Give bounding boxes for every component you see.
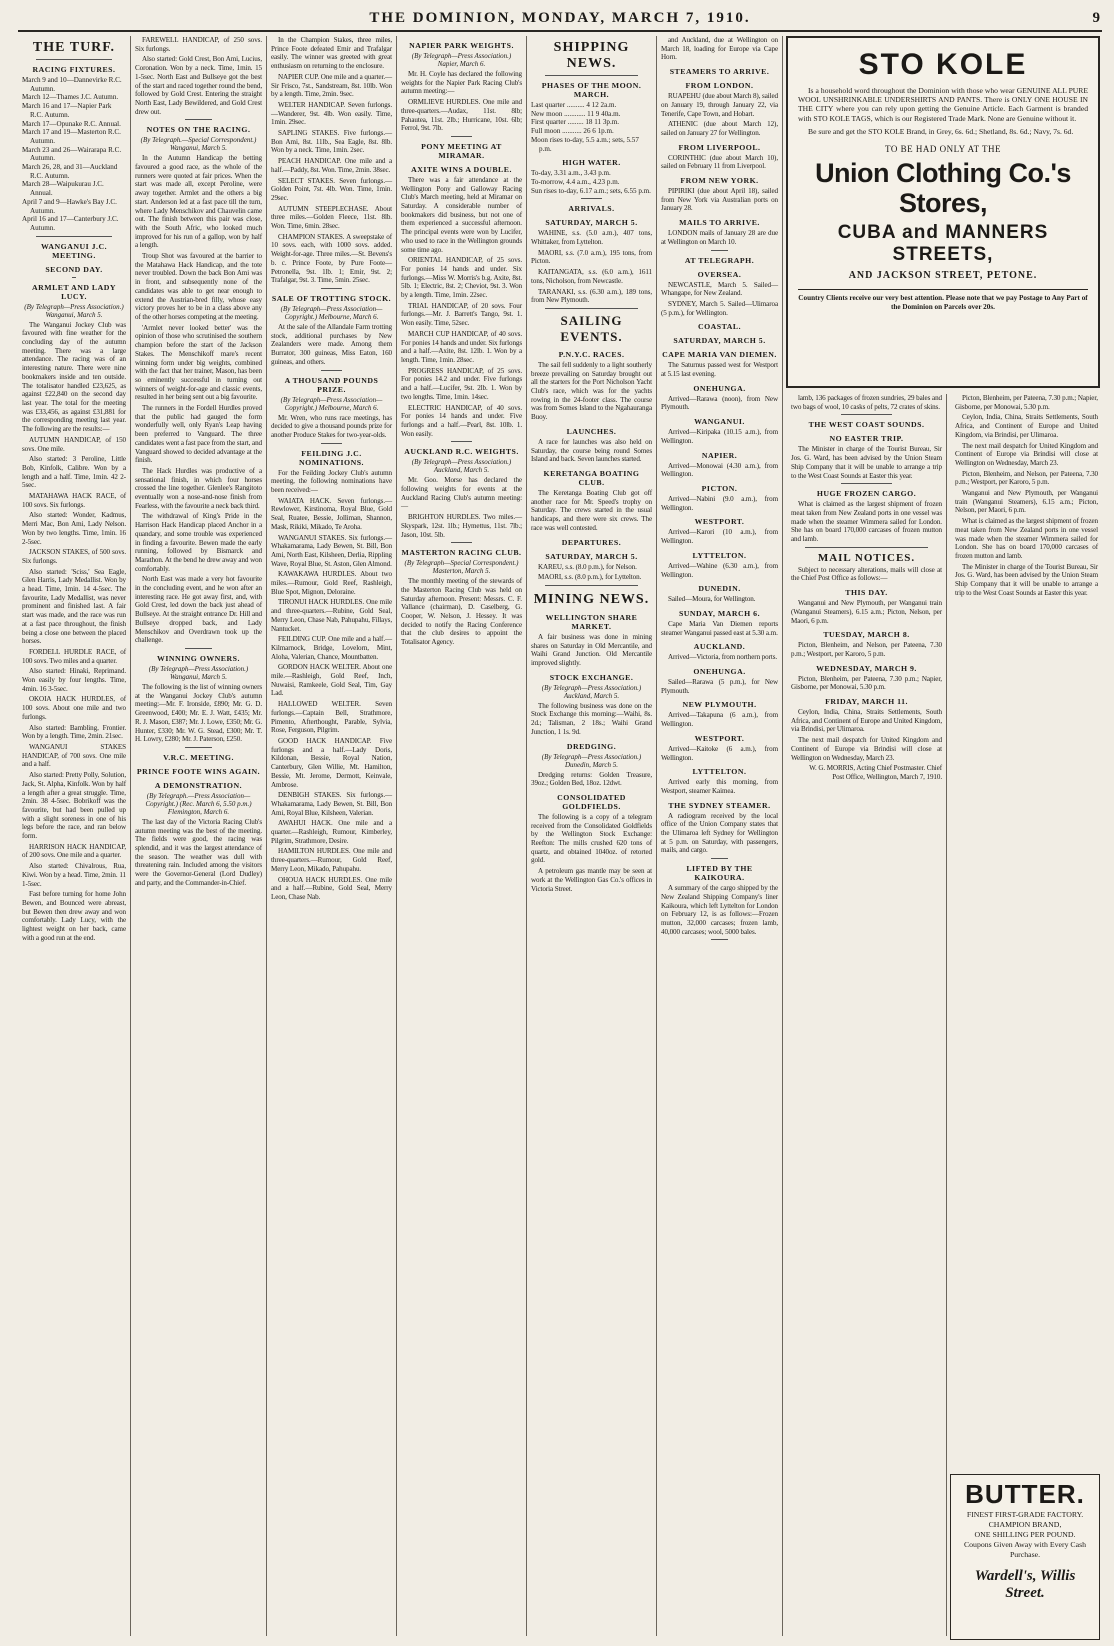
ad-store-streets: CUBA and MANNERS STREETS, xyxy=(837,222,1049,266)
article-paragraph: FORDELL HURDLE RACE, of 100 sovs. Two miles and a quarter. xyxy=(22,647,126,665)
sub-heading: NAPIER. xyxy=(701,450,738,460)
article-paragraph: RUAPEHU (due about March 8), sailed on January 19, through January 22, via Tenerife, Cape Town, and Hobart. xyxy=(661,92,778,118)
sub-heading: CAPE MARIA VAN DIEMEN. xyxy=(662,350,777,360)
section-heading: SHIPPING NEWS. xyxy=(553,40,630,71)
sub-heading: ONEHUNGA. xyxy=(693,667,746,677)
article-paragraph: Sailed—Rarawa (5 p.m.), for New Plymouth. xyxy=(661,678,778,695)
article-paragraph: Dredging returns: Golden Treasure, 39oz.; Golden Bed, 18oz. 12dwt. xyxy=(531,770,652,788)
article-paragraph: Also started: Bambling, Frontier. Won by a length. Time, 2min. 21sec. xyxy=(22,723,126,741)
sub-heading: STEAMERS TO ARRIVE. xyxy=(669,67,770,77)
fixture-item: March 26, 28, and 31—Auckland R.C. Autumn. xyxy=(22,163,118,180)
butter-ad-line: CHAMPION BRAND, xyxy=(988,1520,1062,1529)
article-paragraph: TIRONUI HACK HURDLES. One mile and three-quarters.—Rubine, Gold Seal, Merry Leon, Chase Nab, Pahupahu, Fillays, Nantucket. xyxy=(271,598,392,633)
article-paragraph: KAWAKAWA HURDLES. About two miles.—Rumour, Gold Reef, Rashleigh, Blue Spot, Mignon, Deloraine. xyxy=(271,570,392,596)
credit-line: (By Telegraph—Press Association.) Auckland, March 5. xyxy=(541,683,642,700)
sub-heading: WANGANUI J.C. MEETING. xyxy=(40,241,108,260)
sub-heading: MAILS TO ARRIVE. xyxy=(679,218,760,228)
article-paragraph: Sailed—Moura, for Wellington. xyxy=(668,595,756,604)
high-water-row: Sun rises to-day, 6.17 a.m.; sets, 6.55 p.m. xyxy=(531,186,651,195)
sub-heading: THIS DAY. xyxy=(845,588,888,598)
credit-line: (By Telegraph—Press Association.) Wanganui, March 5. xyxy=(148,665,249,681)
divider xyxy=(185,747,212,748)
article-paragraph: BRIGHTON HURDLES. Two miles.—Skyspark, 12st. 1lb.; Hymettus, 11st. 7lb.; Jason, 10st. 5lb. xyxy=(401,513,522,539)
sub-heading: FROM LIVERPOOL. xyxy=(678,142,761,152)
article-paragraph: Arrived—Nabini (9.0 a.m.), from Wellington. xyxy=(661,494,778,512)
article-paragraph: FAREWELL HANDICAP, of 250 sovs. Six furlongs. xyxy=(135,36,262,53)
credit-line: (By Telegraph.—Special Correspondent.) Wanganui, March 5. xyxy=(140,136,257,153)
column-racing-notes xyxy=(131,36,266,1636)
article-paragraph: The withdrawal of King's Pride in the Harrison Hack Handicap placed Anchor in a quandary, and some trouble was experienced in finding a favourite. Bewen made the early running, followed by Bismarck and Marathon. At the bend he drew away and won comfortably. xyxy=(135,512,262,573)
sub-heading: HIGH WATER. xyxy=(562,158,621,168)
article-paragraph: Arrived—Kiripaka (10.15 a.m.), from Wellington. xyxy=(661,428,778,445)
article-paragraph: WANGANUI STAKES. Six furlongs.—Whakamarama, Lady Bewen, St. Bill, Bon Ami, North East, Kilsheen, Derlia, Rippling Wave, Royal Blue, St. Aston, Glen Almond. xyxy=(271,533,392,568)
article-paragraph: A radiogram received by the local office of the Union Company states that the Ulimaroa left Sydney for Wellington at 5 p.m. on Saturday, with passengers, mails, and cargo. xyxy=(661,811,778,855)
sub-heading: A THOUSAND POUNDS PRIZE. xyxy=(284,375,379,394)
article-paragraph: The Minister in charge of the Tourist Bureau, Sir Jos. G. Ward, has been advised by the Union Steam Ship Company that it will be unable to arrange a trip to the West Coast Sounds at Easter this year. xyxy=(791,445,942,480)
sub-heading: AUCKLAND. xyxy=(693,642,746,652)
article-paragraph: The next mail despatch for United Kingdom and Continent of Europe via Brindisi will close at Wellington on Wednesday, March 23. xyxy=(791,736,942,762)
article-paragraph: MAORI, s.s. (7.0 a.m.), 195 tons, from Picton. xyxy=(531,248,652,266)
article-paragraph: A race for launches was also held on Saturday, the course being round Somes Island and back. Seven launches started. xyxy=(531,437,652,464)
credit-line: (By Telegraph—Press Association—Copyright.) Melbourne, March 6. xyxy=(280,304,383,321)
divider xyxy=(545,308,638,309)
column-divider xyxy=(946,394,947,1636)
high-water-row: To-day, 3.31 a.m., 3.43 p.m. xyxy=(531,169,611,178)
fixture-item: March 17 and 19—Masterton R.C. Autumn. xyxy=(22,128,121,145)
sub-heading: SUNDAY, MARCH 6. xyxy=(678,608,761,618)
divider xyxy=(451,136,472,137)
article-paragraph: Arrived—Takapuna (6 a.m.), from Wellington. xyxy=(661,711,778,729)
article-paragraph: North East was made a very hot favourite in the concluding event, and he won after an interesting race. He got away first, and, with Gold Crest, led down the back just ahead of Bullseye. At the straight entrance Dr. Hill and Bullseye dropped back, and Lady Menschikov and Overdrawn took up the challenge. xyxy=(135,575,262,645)
article-paragraph: AWAHUI HACK. One mile and a quarter.—Rashleigh, Rumour, Kimberley, Pilgrim, Strathmore, Desire. xyxy=(271,819,392,845)
sub-heading: WEDNESDAY, MARCH 9. xyxy=(816,663,917,673)
article-paragraph: There was a fair attendance at the Wellington Pony and Galloway Racing Club's March meeting, held at Miramar on Saturday. A considerable number of bookmakers did business, but not one of them experienced a successful afternoon. The principal events were won by Lucifer, who used to race in the Wellington grounds some time ago. xyxy=(401,175,522,254)
article-paragraph: NEWCASTLE, March 5. Sailed—Whangape, for New Zealand. xyxy=(661,280,778,298)
column-mail-notices-continued xyxy=(951,394,1102,1470)
article-paragraph: and Auckland, due at Wellington on March 18, loading for Europe via Cape Horn. xyxy=(661,36,778,62)
fixture-item: March 17—Opunake R.C. Annual. xyxy=(22,119,121,128)
fixture-item: March 23 and 26—Wairarapa R.C. Autumn. xyxy=(22,145,122,163)
divider xyxy=(711,858,728,859)
article-paragraph: The Minister in charge of the Tourist Bureau, Sir Jos. G. Ward, has been advised by the Union Steam Ship Company that it will be unable to arrange a trip to the West Coast Sounds at Easter this year. xyxy=(955,562,1098,597)
article-paragraph: In the Champion Stakes, three miles, Prince Foote defeated Emir and Trafalgar easily. The winner was greeted with great enthusiasm on returning to the enclosure. xyxy=(271,36,392,71)
article-paragraph: Mr. Wren, who runs race meetings, has decided to give a thousand pounds prize for another Produce Stakes for two-year-olds. xyxy=(271,413,392,439)
sub-heading: LYTTELTON. xyxy=(692,550,747,560)
article-paragraph: The sail fell suddenly to a light southerly breeze prevailing on Saturday brought out all the starters for the Port Nicholson Yacht Club's race, which was for the yachts rowing in the 24-footer class. The course was from Somes Island to the Ngahauranga Buoy. xyxy=(531,360,652,422)
article-paragraph: TARANAKI, s.s. (6.30 a.m.), 189 tons, from New Plymouth. xyxy=(531,287,652,305)
article-paragraph: What is claimed as the largest shipment of frozen meat taken from New Zealand ports in one vessel was made when the steamer Wimmera sailed for London. She has on board 170,000 carcases of frozen mutton and lamb. xyxy=(955,517,1098,560)
article-paragraph: WELTER HANDICAP. Seven furlongs.—Wanderer, 9st. 4lb. Won easily. Time, 1min. 29sec. xyxy=(271,100,392,127)
article-paragraph: Picton, Blenheim, and Nelson, per Pateena, 7.30 p.m.; Westport, per Karoro, 5 p.m. xyxy=(791,641,942,658)
column-steamer-movements xyxy=(657,36,782,1636)
credit-line: (By Telegraph—Press Association.) Wanganui, March 5. xyxy=(24,302,124,319)
article-paragraph: Arrived—Monowai (4.30 a.m.), from Wellington. xyxy=(661,461,778,479)
article-paragraph: HARRISON HACK HANDICAP, of 200 sovs. One mile and a quarter. xyxy=(22,842,126,860)
article-paragraph: OKOIA HACK HURDLES, of 100 sovs. About one mile and two furlongs. xyxy=(22,695,126,721)
sub-heading: LAUNCHES. xyxy=(566,426,617,436)
credit-line: (By Telegraph—Press Association.) Dunedin, March 5. xyxy=(541,752,642,769)
article-paragraph: Picton, Blenheim, per Pateena, 7.30 p.m.; Napier, Gisborne, per Monowai, 5.30 p.m. xyxy=(955,394,1098,411)
sub-heading: WESTPORT. xyxy=(694,733,745,743)
divider xyxy=(711,939,728,940)
article-paragraph: Arrived—Kaitoke (6 a.m.), from Wellington. xyxy=(661,744,778,762)
sub-heading: SALE OF TROTTING STOCK. xyxy=(271,293,392,303)
article-paragraph: SYDNEY, March 5. Sailed—Ulimaroa (5 p.m.), for Wellington. xyxy=(661,299,778,317)
article-paragraph: Arrived—Karori (10 a.m.), from Wellington. xyxy=(661,528,778,546)
divider xyxy=(451,542,472,543)
article-paragraph: A petroleum gas mantle may be seen at work at the Wellington Gas Co.'s offices in Victoria Street. xyxy=(531,867,652,893)
article-paragraph: Picton, Blenheim, per Pateena, 7.30 p.m.; Napier, Gisborne, per Monowai, 5.30 p.m. xyxy=(791,674,942,692)
sub-heading: WANGANUI. xyxy=(694,417,745,427)
article-paragraph: Wanganui and New Plymouth, per Wanganui train (Wanganui Steamers), 6.15 a.m.; Picton, Nelson, per Maori, 6 p.m. xyxy=(791,599,942,625)
divider xyxy=(321,370,342,371)
newspaper-title: THE DOMINION, MONDAY, MARCH 7, 1910. xyxy=(369,10,751,26)
column-divider xyxy=(782,36,783,1636)
article-paragraph: OHOUA HACK HURDLES. One mile and a half.—Rubine, Gold Seal, Merry Leon, Chase Nab. xyxy=(271,875,392,901)
moon-phase-row: Moon rises to-day, 5.5 a.m.; sets, 5.57 p.m. xyxy=(531,135,639,153)
article-paragraph: Troup Shot was favoured at the barrier to the Matahawa Hack Handicap, and the tote never troubled. Down the back Bon Ami was in front, and subsequently none of the candidates was able to get near enough to extend the Austrian-bred filly, whose easy victory proves her to be in a class above any of the other horses competing at the meeting. xyxy=(135,252,262,321)
article-paragraph: NAPIER CUP. One mile and a quarter.—Sir Frisco, 7st., Sandstream, 8st. 10lb. Won by a length. Time, 2min. 9sec. xyxy=(271,72,392,99)
section-heading: MAIL NOTICES. xyxy=(817,551,916,564)
article-paragraph: Fast before turning for home John Bewen, and Bounced were abreast, but Bewen then drew away and won comfortably. Lady Lucy, with the lightest weight on her back, came with a good run at the end. xyxy=(22,890,126,942)
sub-heading: OVERSEA. xyxy=(697,269,742,279)
ad-body-text: Is a household word throughout the Dominion with those who wear GENUINE ALL PURE WOOL UNSHRINKABLE UNDERSHIRTS AND PANTS. There is ONLY ONE HOUSE IN THE CITY where you can rely upon getting the Genuine Article. Each Garment is branded with STO KOLE TAGS, which is our Registered Trade Mark. None are Genuine without it. xyxy=(798,86,1088,123)
article-paragraph: PROGRESS HANDICAP, of 25 sovs. For ponies 14.2 and under. Five furlongs and a half.—Lucifer, 9st. 2lb. 1. Won by two lengths. Time, 1min. 14sec. xyxy=(401,366,522,401)
fixture-item: April 7 and 9—Hawke's Bay J.C. Autumn. xyxy=(22,197,117,215)
sub-heading: LYTTELTON. xyxy=(692,767,747,777)
article-paragraph: ORMLIEVE HURDLES. One mile and three-quarters.—Audax, 11st. 8lb; Pahautea, 11st. 2lb.; Hurricane, 10st. 6lb; Ferrol, 9st. 7lb. xyxy=(401,98,522,133)
credit-line: (By Telegraph—Press Association.) Auckland, March 5. xyxy=(411,458,512,475)
fixture-item: March 9 and 10—Dannevirke R.C. Autumn. xyxy=(22,76,122,93)
article-paragraph: WANGANUI STAKES HANDICAP, of 700 sovs. One mile and a half. xyxy=(22,743,126,769)
article-paragraph: CORINTHIC (due about March 10), sailed on February 11 from Liverpool. xyxy=(661,153,778,171)
sub-heading: ARMLET AND LADY LUCY. xyxy=(31,282,117,301)
divider xyxy=(451,441,472,442)
sub-heading: HUGE FROZEN CARGO. xyxy=(816,489,917,499)
article-paragraph: Arrived early this morning, from Westport, steamer Kaimea. xyxy=(661,778,778,795)
article-paragraph: Mr. Goo. Morse has declared the following weights for events at the Auckland Racing Club's autumn meeting:— xyxy=(401,476,522,511)
divider xyxy=(581,198,602,199)
sub-heading: V.R.C. MEETING. xyxy=(163,752,234,762)
sub-heading: SECOND DAY. xyxy=(45,264,103,274)
sub-heading: ARRIVALS. xyxy=(568,204,615,214)
article-paragraph: Also started: Gold Crest, Bon Ami, Lucius, Coronation. Won by a neck. Time, 1min. 15 1-5sec. North East and Bullseye got the best of the start and raced together round the bend, followed by Gold Crest. Entering the straight North East, Lady Bewildered, and Gold Crest drew out. xyxy=(135,55,262,116)
article-paragraph: The following is the list of winning owners at the Wanganui Jockey Club's autumn meeting:—Mr. F. Ironside, £890; Mr. G. D. Greenwood, £400; Mr. E. J. Watt, £435; Mr. R. J. Mason, £387; Mr. J. Lowe, £350; Mr. G. Hunter, £330; Mr. W. G. Stead, £300; Mr. T. H. Lowry, £280; Mr. J. Paterson, £250. xyxy=(135,683,262,744)
article-paragraph: SELECT STAKES. Seven furlongs.—Golden Point, 7st. 4lb. Won. Time, 1min. 29sec. xyxy=(271,176,392,202)
butter-ad-shop: Wardell's, Willis Street. xyxy=(974,1568,1076,1601)
moon-phase-row: Full moon ........... 26 6 1p.m. xyxy=(531,127,614,136)
article-paragraph: What is claimed as the largest shipment of frozen meat taken from New Zealand ports in one vessel was made when the steamer Wimmera sailed for London. She has on board 170,000 carcases of frozen mutton and lamb. xyxy=(791,500,942,544)
article-paragraph: Wanganui and New Plymouth, per Wanganui train (Wanganui Steamers), 6.15 a.m.; Picton, Nelson, per Maori, 6 p.m. xyxy=(955,489,1098,515)
sub-heading: MASTERTON RACING CLUB. xyxy=(401,548,522,558)
article-paragraph: PIPIRIKI (due about April 18), sailed from New York via Australian ports on January 28. xyxy=(661,187,778,213)
article-paragraph: lamb, 136 packages of frozen sundries, 29 bales and two bags of wool, 10 casks of pelts, 72 crates of skins. xyxy=(791,394,942,411)
article-paragraph: The runners in the Fordell Hurdles proved that the public had gauged the form wonderfully well, only Ryan's Leap having been preferred to Vanguard. The three candidates went a fast pace from the start, and Vanguard showed to decided advantage at the finish. xyxy=(135,404,262,465)
article-paragraph: LONDON mails of January 28 are due at Wellington on March 10. xyxy=(661,229,778,246)
article-paragraph: WAHINE, s.s. (5.0 a.m.), 407 tons, Whittaker, from Lyttelton. xyxy=(531,229,652,247)
divider xyxy=(36,236,112,237)
section-heading: THE TURF. xyxy=(32,40,116,55)
article-paragraph: FEILDING CUP. One mile and a half.—Kilmarnock, Bridge, Lovelorn, Mint, Aloha, Valerian, Chance, Mountbatten. xyxy=(271,635,392,661)
sub-heading: FEILDING J.C. NOMINATIONS. xyxy=(299,448,364,467)
article-paragraph: In the Autumn Handicap the betting favoured a good race, as the whole of the runners were quoted at fair prices. When the start was made all, except Peroline, were away together. Armlet and the others a big start. Anderson led at a fast pace till the turn, where Lady Menschikov and Chauvelin came out. The finish between this pair was close, with the South Afric, who looked much improved for his run of a gallop, won by half a length. xyxy=(135,154,262,250)
fixture-item: March 16 and 17—Napier Park R.C. Autumn. xyxy=(22,102,112,119)
article-paragraph: Also started: Pretty Polly, Solution, Jack, St. Alpha, Kinfolk. Won by half a length after a great struggle. Time, 2min. 38 4-5sec. Bobrikoff was the favourite, but had been pulled up with a slight soreness in one of his legs before the race, and ran below form. xyxy=(22,771,126,841)
sub-heading: PICTON. xyxy=(701,483,738,493)
sub-heading: PHASES OF THE MOON. MARCH. xyxy=(541,81,642,99)
sub-heading: THE WEST COAST SOUNDS. xyxy=(808,420,925,430)
sub-heading: CONSOLIDATED GOLDFIELDS. xyxy=(557,792,626,811)
sub-heading: KERETANGA BOATING CLUB. xyxy=(543,468,640,487)
sub-heading: STOCK EXCHANGE. xyxy=(549,672,634,682)
article-paragraph: Also started: 3 Peroline, Little Bob, Kinfolk, Calibre. Won by a length and a half. Time, 1min. 42 2-5sec. xyxy=(22,455,126,490)
butter-advertisement xyxy=(950,1474,1100,1640)
sub-heading: PONY MEETING AT MIRAMAR. xyxy=(421,141,502,160)
moon-phase-row: New moon ............ 11 9 40a.m. xyxy=(531,109,621,118)
article-paragraph: The Keretanga Boating Club got off another race for Mr. Speed's trophy on Saturday. The crews started in the usual handicaps, and there were six crews. The race was well contested. xyxy=(531,488,652,532)
article-paragraph: A fair business was done in mining shares on Saturday in Old Mercantile, and Waihi Grand Junction. Old Mercantile improved slightly. xyxy=(531,632,652,668)
credit-line: (By Telegraph—Special Correspondent.) Masterton, March 5. xyxy=(404,559,519,576)
sub-heading: AT TELEGRAPH. xyxy=(684,255,755,265)
article-paragraph: 'Armlet never looked better' was the opinion of those who scrutinised the southern champion before the start of the Jackson Stakes. The Menschikoff mare's recent winning form under big weights, combined with the fact that her trainer, Mason, has been so eminently successful in turning out winners of weight-for-age and classic events, resulted in her being sent out a big favourite. xyxy=(135,323,262,402)
sub-heading: NOTES ON THE RACING. xyxy=(146,125,251,135)
fixture-item: March 12—Thames J.C. Autumn. xyxy=(22,93,119,102)
sub-heading: WINNING OWNERS. xyxy=(157,654,240,663)
divider xyxy=(545,585,638,586)
article-paragraph: JACKSON STAKES, of 500 sovs. Six furlongs. xyxy=(22,548,126,565)
column-mail-notices xyxy=(787,394,946,1636)
sub-heading: COASTAL. xyxy=(697,322,742,332)
article-paragraph: ATHENIC (due about March 12), sailed on January 27 for Wellington. xyxy=(661,120,778,137)
column-racing-results xyxy=(267,36,396,1636)
column-shipping-news xyxy=(527,36,656,1636)
article-paragraph: Arrived—Rarawa (noon), from New Plymouth. xyxy=(661,394,778,412)
article-paragraph: HAMILTON HURDLES. One mile and three-quarters.—Rumour, Gold Reef, Merry Leon, Mikado, Pahupahu. xyxy=(271,847,392,873)
butter-ad-line: Coupons Given Away with Every Cash Purchase. xyxy=(963,1540,1087,1559)
sub-heading: DREDGING. xyxy=(566,741,617,751)
article-paragraph: The Wanganui Jockey Club was favoured with fine weather for the concluding day of the autumn meeting. There was a large attendance. The racing was of an interesting nature. There were nine bookmakers inside and ten outside. The totalisator handled £23,625, as against £22,840 on the second day last year. The total for the meeting was £33,456, as against £31,881 for the corresponding meeting last year. The following are the results:— xyxy=(22,320,126,434)
sub-heading: FRIDAY, MARCH 11. xyxy=(825,697,908,707)
column-turf xyxy=(18,36,130,1636)
article-paragraph: A summary of the cargo shipped by the New Zealand Shipping Company's liner Kaikoura, which left Lyttelton for London on February 12, is as follows:—Frozen mutton, 32,000 carcases; frozen lamb, 40,000 carcases; wool, 5000 bales. xyxy=(661,884,778,936)
sub-heading: AUCKLAND R.C. WEIGHTS. xyxy=(404,447,519,457)
divider xyxy=(841,483,892,484)
ad-brand-title: STO KOLE xyxy=(858,48,1028,81)
article-paragraph: Also started: 'Sciss,' Sea Eagle, Glen Harris, Lady Medallist. Won by a head. Time, 1min. 14 4-5sec. The favourite, Lady Medallist, was never prominent and finished last. A fair start was made, and the race was run at a fast pace throughout, the finish being a close one between the placed horses. xyxy=(22,567,126,646)
sub-heading: THE SYDNEY STEAMER. xyxy=(668,800,771,810)
article-paragraph: KAREU, s.s. (8.0 p.m.), for Nelson. xyxy=(538,562,637,571)
article-paragraph: CHAMPION STAKES. A sweepstake of 10 sovs. each, with 1000 sovs. added. Weight-for-age. Three miles.—St. Bevens's b. c. Prince Foote, by Pure Foote—Petronella, 9st. 1lb. 1; Emir, 9st. 2; Trafalgar, 9st. 3. Time, 5min. 25sec. xyxy=(271,232,392,285)
moon-phase-row: Last quarter .......... 4 12 2a.m. xyxy=(531,101,617,109)
sub-heading: NEW PLYMOUTH. xyxy=(682,700,757,710)
article-paragraph: ORIENTAL HANDICAP, of 25 sovs. For ponies 14 hands and under. Six furlongs.—Miss W. Morris's b.g. Axite, 8st. 5lb. 1; Electric, 8st. 2; Cheviot, 9st. 3. Won by a length. Time, 1min. 22sec. xyxy=(401,256,522,300)
article-paragraph: Ceylon, India, China, Straits Settlements, South Africa, and Continent of Europe and United Kingdom, via Brindisi, per Ulimaroa. xyxy=(955,413,1098,439)
divider xyxy=(711,250,728,251)
ad-store-name: Union Clothing Co.'s Stores, xyxy=(815,158,1071,219)
ad-footnote: Country Clients receive our very best attention. Please note that we pay Postage to Any Part of the Dominion on Parcels over 20s. xyxy=(798,289,1088,312)
sub-heading: P.N.Y.C. RACES. xyxy=(558,349,625,359)
fixture-item: April 16 and 17—Canterbury J.C. Autumn. xyxy=(22,215,119,232)
divider xyxy=(545,75,638,76)
credit-line: (By Telegraph—Press Association.) Napier, March 6. xyxy=(411,52,512,68)
sub-heading: AXITE WINS A DOUBLE. xyxy=(411,164,512,174)
sub-heading: LIFTED BY THE KAIKOURA. xyxy=(686,864,753,883)
article-paragraph: The following business was done on the Stock Exchange this morning:—Waihi, 8s. 2d.; Talisman, 2 18s.; Waihi Grand Junction, 1 1s. 9d. xyxy=(531,701,652,736)
article-signature: W. G. MORRIS, Acting Chief Postmaster. Chief Post Office, Wellington, March 7, 1910. xyxy=(809,764,942,781)
butter-ad-line: ONE SHILLING PER POUND. xyxy=(974,1530,1076,1539)
sub-heading: SATURDAY, MARCH 5. xyxy=(545,218,638,228)
article-paragraph: PEACH HANDICAP. One mile and a half.—Paddy, 8st. Won. Time, 2min. 38sec. xyxy=(271,157,392,174)
sub-heading: NAPIER PARK WEIGHTS. xyxy=(409,41,514,50)
sub-heading: WESTPORT. xyxy=(694,517,745,527)
credit-line: (By Telegraph.—Press Association—Copyright.) (Rec. March 6, 5.50 p.m.) Flemington, March 6. xyxy=(145,791,252,816)
divider xyxy=(185,119,212,120)
article-paragraph: The last day of the Victoria Racing Club's autumn meeting was the best of the meeting. The fields were good, the racing was splendid, and it was the largest attendance of the season. The weather was dull with threatening rain. Included among the visitors were the Governor-General (Lord Dudley) and party, and the Commander-in-Chief. xyxy=(135,817,262,887)
article-paragraph: For the Feilding Jockey Club's autumn meeting, the following nominations have been received:— xyxy=(271,468,392,495)
sub-heading: TUESDAY, MARCH 8. xyxy=(823,630,910,640)
divider xyxy=(36,59,112,60)
article-paragraph: Picton, Blenheim, and Nelson, per Pateena, 7.30 p.m.; Westport, per Karoro, 5 p.m. xyxy=(955,469,1098,487)
fixture-item: March 28—Waipukurau J.C. Annual. xyxy=(22,180,104,198)
article-paragraph: The next mail despatch for United Kingdom and Continent of Europe via Brindisi will close at Wellington on Wednesday, March 23. xyxy=(955,441,1098,467)
sub-heading: SATURDAY, MARCH 5. xyxy=(545,551,638,561)
ad-store-branch: AND JACKSON STREET, PETONE. xyxy=(848,270,1038,282)
article-paragraph: The monthly meeting of the stewards of the Masterton Racing Club was held on Saturday afternoon. Present: Messrs. C. F. Vallance (chairman), D. Caselberg, G. Cooper, W. Nelson, J. Hessey. It was decided to notify the Racing Conference that the club desires to appoint the Totalisator Agency. xyxy=(401,577,522,647)
sub-heading: FROM NEW YORK. xyxy=(680,176,759,186)
article-paragraph: Also started: Chivalrous, Rua, Kiwi. Won by a head. Time, 2min. 11 1-5sec. xyxy=(22,862,126,888)
article-paragraph: GOOD HACK HANDICAP. Five furlongs and a half.—Lady Doris, Kildonan, Bessie, Royal Nation, Canterbury, Glen Willie, Mt. Hamilton, Bessie, Mt. Jerome, Dermott, Keinvale, Ambrose. xyxy=(271,737,392,789)
high-water-row: To-morrow, 4.4 a.m., 4.23 p.m. xyxy=(531,177,620,186)
ad-body-text: Be sure and get the STO KOLE Brand, in Grey, 6s. 6d.; Shetland, 8s. 6d.; Navy, 7s. 6d. xyxy=(808,126,1074,136)
sub-heading: DEPARTURES. xyxy=(561,537,622,547)
sub-heading: RACING FIXTURES. xyxy=(32,65,116,74)
sub-heading: A DEMONSTRATION. xyxy=(154,780,243,790)
article-paragraph: AUTUMN HANDICAP, of 150 sovs. One mile. xyxy=(22,435,126,453)
article-paragraph: TRIAL HANDICAP, of 20 sovs. Four furlongs.—Mr. J. Barrett's Tango, 9st. 1. Won easily. Time, 52sec. xyxy=(401,301,522,328)
article-paragraph: KAITANGATA, s.s. (6.0 a.m.), 1611 tons, Nicholson, from Newcastle. xyxy=(531,268,652,285)
article-paragraph: The following is a copy of a telegram received from the Consolidated Goldfields by the Wellington Stock Exchange: Reefton: The mills crushed 620 tons of quartz, and obtained 1040oz. of retorted gold. xyxy=(531,812,652,865)
article-paragraph: The Saturnus passed west for Westport at 5.15 last evening. xyxy=(661,361,778,379)
sub-heading: WELLINGTON SHARE MARKET. xyxy=(545,612,638,631)
sub-heading: DUNEDIN. xyxy=(698,584,741,594)
article-paragraph: WAIATA HACK. Seven furlongs.—Rewlower, Kirstinoma, Royal Blue, Gold Seal, Ruatee, Bessie, Jolliman, Shannon, Mask, Rikiki, Mikado, Te Aroha. xyxy=(271,496,392,531)
article-paragraph: Also started: Wonder, Kadmus, Merri Mac, Bon Ami, Lady Nelson. Won by two lengths. Time, 1min. 16 2-5sec. xyxy=(22,511,126,546)
article-paragraph: The Hack Hurdles was productive of a sensational finish, in which four horses crossed the line together. Glenlee's Rangitoto eventually won a nose-and-nose finish from Fearless, with the favourite a neck back third. xyxy=(135,466,262,510)
divider xyxy=(841,414,892,415)
moon-phase-row: First quarter ......... 18 11 3p.m. xyxy=(531,118,620,127)
article-paragraph: MATAHAWA HACK RACE, of 100 sovs. Six furlongs. xyxy=(22,492,126,509)
article-paragraph: Also started: Hinaki, Reprimand. Won easily by four lengths. Time, 4min. 16 3-5sec. xyxy=(22,667,126,693)
sub-heading: FROM LONDON. xyxy=(685,81,754,91)
divider xyxy=(321,288,342,289)
article-paragraph: Arrived—Wahine (6.30 a.m.), from Wellington. xyxy=(661,561,778,579)
divider xyxy=(72,277,76,278)
divider xyxy=(805,547,928,548)
article-paragraph: ELECTRIC HANDICAP, of 40 sovs. For ponies 14 hands and under. Five furlongs and a half.—Pearl, 8st. 10lb. 1. Won easily. xyxy=(401,403,522,438)
ad-subheading: TO BE HAD ONLY AT THE xyxy=(884,144,1002,155)
sto-kole-advertisement xyxy=(786,36,1100,388)
article-paragraph: Ceylon, India, China, Straits Settlements, South Africa, and Continent of Europe and United Kingdom, via Brindisi, per Ulimaroa. xyxy=(791,708,942,734)
article-paragraph: AUTUMN STEEPLECHASE. About three miles.—Golden Fleece, 11st. 8lb. Won. Time, 6min. 28sec. xyxy=(271,204,392,231)
sub-heading: ONEHUNGA. xyxy=(693,383,746,393)
divider xyxy=(321,443,342,444)
section-heading: MINING NEWS. xyxy=(533,591,650,607)
article-paragraph: MARCH CUP HANDICAP, of 40 sovs. For ponies 14 hands and under. Six furlongs and a half.—Axite, 8st. 12lb. 1. Won by a length. Time, 1min. 28sec. xyxy=(401,329,523,364)
column-pony-meeting xyxy=(397,36,526,1636)
sub-heading: NO EASTER TRIP. xyxy=(829,434,904,444)
section-heading: SAILING EVENTS. xyxy=(560,312,623,344)
article-paragraph: Mr. H. Coyle has declared the following weights for the Napier Park Racing Club's autumn meeting:— xyxy=(401,70,522,96)
article-paragraph: MAORI, s.s. (8.0 p.m.), for Lyttelton. xyxy=(538,573,642,582)
article-paragraph: DENBIGH STAKES. Six furlongs.—Whakamarama, Lady Bewen, St. Bill, Bon Ami, Royal Blue, Kilsheen, Valerian. xyxy=(271,791,392,817)
article-paragraph: Subject to necessary alterations, mails will close at the Chief Post Office as follows:— xyxy=(791,565,942,583)
masthead xyxy=(18,8,1102,32)
article-paragraph: Arrived—Victoria, from northern ports. xyxy=(668,653,778,662)
credit-line: (By Telegraph—Press Association—Copyright.) Melbourne, March 6. xyxy=(280,395,383,412)
sub-heading: PRINCE FOOTE WINS AGAIN. xyxy=(136,766,261,776)
butter-ad-title: BUTTER. xyxy=(965,1479,1085,1509)
article-paragraph: Cape Maria Van Diemen reports steamer Wanganui passed east at 5.30 a.m. xyxy=(661,619,778,637)
article-paragraph: GORDON HACK WELTER. About one mile.—Rashleigh, Gold Reef, Inch, Nuwaisi, Ramkeele, Gold Seal, Tim, Gay Lad. xyxy=(271,663,392,698)
article-paragraph: SAPLING STAKES. Five furlongs.—Bon Ami, 8st. 11lb., Sea Eagle, 8st. 8lb. Won by a neck. Time, 1min. 2sec. xyxy=(271,129,392,155)
article-paragraph: At the sale of the Allandale Farm trotting stock, additional purchases by New Zealanders were made. Among them Burrator, 300 guineas, Miss Eaton, 160 guineas, and others. xyxy=(271,322,392,366)
sub-heading: SATURDAY, MARCH 5. xyxy=(673,336,766,346)
article-paragraph: HALLOWED WELTER. Seven furlongs.—Captain Bell, Strathmore, Pimento, Afterthought, Parable, Sylvia, Rose, Ferguson, Pilgrim. xyxy=(271,700,392,735)
divider xyxy=(185,648,212,649)
page-number: 9 xyxy=(1092,10,1100,26)
butter-ad-line: FINEST FIRST-GRADE FACTORY. xyxy=(966,1510,1084,1519)
